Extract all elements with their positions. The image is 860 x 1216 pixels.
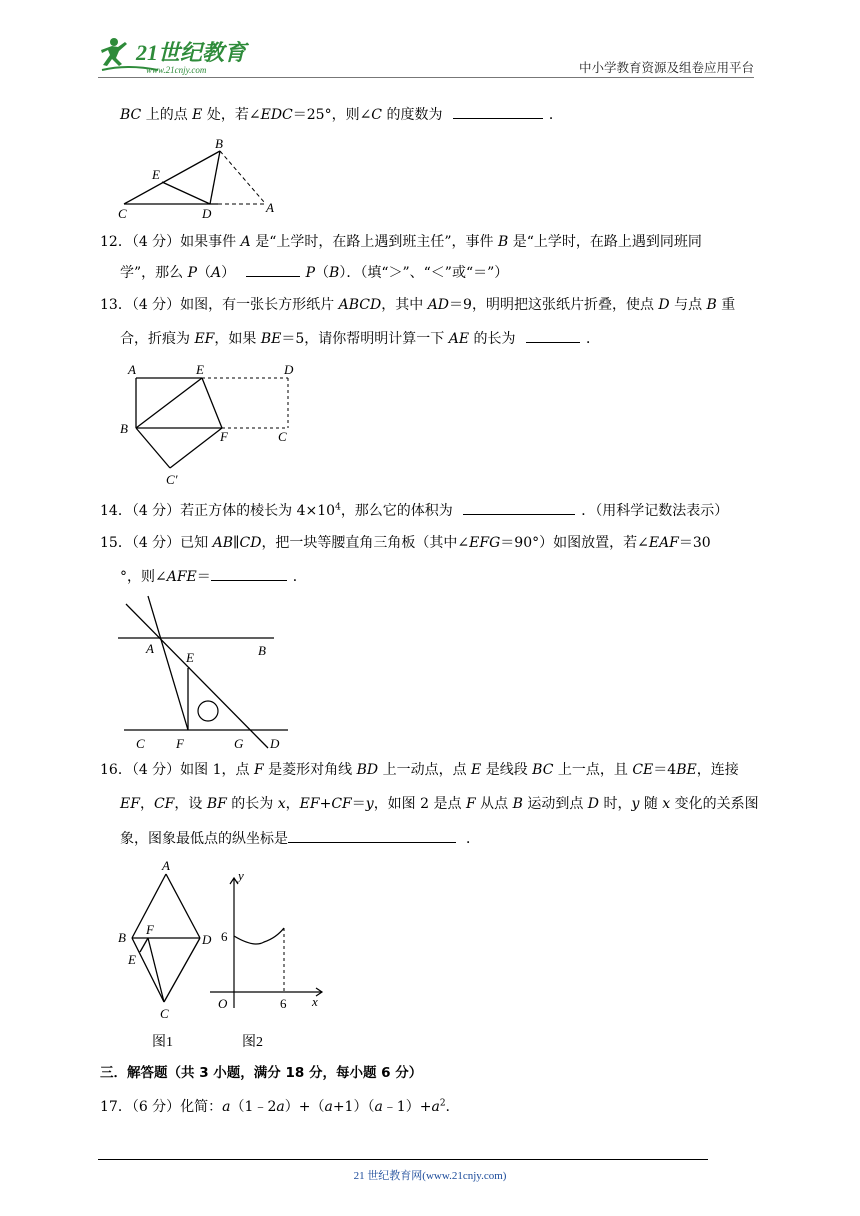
q16-var: EF: [299, 796, 320, 812]
fig2-caption: 图2: [242, 1035, 263, 1050]
q13-text: ，如果: [214, 331, 261, 347]
q13-text: 13．（4 分）如图，有一张长方形纸片: [100, 297, 339, 313]
q16-text: 上一点，且: [553, 762, 633, 778]
header-divider: [98, 77, 754, 78]
q13-var: D: [658, 297, 670, 313]
label-c: C: [278, 429, 287, 444]
q17-var: a: [431, 1099, 440, 1115]
q13-answer-blank[interactable]: [526, 328, 580, 343]
logo-url: www.21cnjy.com: [146, 65, 207, 75]
q16-text: 运动到点: [522, 796, 588, 812]
q15-var: CD: [239, 535, 262, 551]
q12-var: B: [497, 234, 509, 250]
q16-text: 从点: [475, 796, 513, 812]
site-logo: [98, 34, 268, 78]
q16-var: B: [512, 796, 523, 812]
q16-text: 随: [639, 796, 663, 812]
q16-var: BF: [206, 796, 227, 812]
q14-answer-blank[interactable]: [463, 500, 575, 515]
q16-text: ，: [285, 796, 300, 812]
q16-text: ，连接: [696, 762, 739, 778]
q17-text: ）+（: [284, 1099, 325, 1115]
logo-text: 21世纪教育: [136, 40, 247, 65]
header-platform-name: 中小学教育资源及组卷应用平台: [578, 60, 754, 75]
q15-var: AB: [212, 535, 234, 551]
q13-line2: [120, 328, 600, 349]
label-e: E: [186, 650, 194, 665]
fig1-caption: 图1: [152, 1035, 173, 1050]
fig1-label-a: A: [162, 858, 170, 873]
label-b: B: [120, 421, 128, 436]
q16-text: +: [319, 796, 332, 812]
q13-text: ，其中: [381, 297, 428, 313]
q16-var: F: [465, 796, 476, 812]
fig2-label-x6: 6: [280, 996, 287, 1011]
q17-exponent: 2: [439, 1098, 446, 1109]
q12-line1: [100, 232, 702, 252]
q16-text: 16．（4 分）如图 1，点: [100, 762, 254, 778]
label-f: F: [220, 429, 228, 444]
q16-text: ，如图 2 是点: [373, 796, 466, 812]
q15-var: EFG: [469, 535, 501, 551]
q12-var: A: [240, 234, 251, 250]
q11-answer-blank[interactable]: [453, 104, 543, 119]
q11-text: ．: [548, 107, 563, 123]
q12-text: 是“上学时，在路上遇到同班同: [508, 234, 702, 250]
q16-var: E: [471, 762, 482, 778]
label-b: B: [215, 136, 223, 151]
q16-text: 上一动点，点: [378, 762, 472, 778]
q11-figure: [112, 134, 282, 220]
fig1-label-c: C: [160, 1006, 169, 1021]
fig1-label-d: D: [202, 932, 212, 947]
q13-var: AD: [427, 297, 450, 313]
page-header: [98, 34, 754, 78]
q15-answer-blank[interactable]: [211, 566, 287, 581]
q15-figure: [112, 592, 302, 752]
q12-var: A: [211, 265, 222, 281]
footer-text: 21 世纪教育网(www.21cnjy.com): [353, 1170, 507, 1182]
q13-text: 与点: [669, 297, 707, 313]
q11-text: 的度数为: [382, 107, 443, 123]
q16-text: ，设: [174, 796, 207, 812]
q14-text: 14．（4 分）若正方体的棱长为 4×10: [100, 503, 336, 519]
q13-text: ＝9，明明把这张纸片折叠，使点: [449, 297, 659, 313]
q16-text: 是菱形对角线: [263, 762, 357, 778]
q15-line1: [100, 533, 711, 553]
q11-text: ＝25°，则∠: [292, 107, 372, 123]
q11-var: BC: [120, 107, 142, 123]
q16-var: D: [587, 796, 600, 812]
q16-var: CF: [331, 796, 352, 812]
label-g: G: [234, 736, 244, 751]
fig2-label-o: O: [218, 996, 228, 1011]
q14-text: ．（用科学记数法表示）: [581, 503, 729, 519]
q14-exponent: 4: [335, 502, 341, 513]
q15-text: ＝30: [678, 535, 711, 551]
q15-var: EAF: [648, 535, 679, 551]
q15-line2: [120, 566, 307, 587]
label-f: F: [176, 736, 184, 751]
q12-text: ）: [221, 265, 236, 281]
q17-var: a: [374, 1099, 383, 1115]
q13-var: ABCD: [338, 297, 382, 313]
q16-var: BD: [356, 762, 379, 778]
q15-text: °，则∠: [120, 569, 167, 585]
q17-var: a: [276, 1099, 285, 1115]
q13-var: B: [706, 297, 717, 313]
fig2-label-y6: 6: [221, 929, 228, 944]
q11-var: EDC: [260, 107, 293, 123]
q16-var: CE: [632, 762, 654, 778]
q17-var: a: [324, 1099, 333, 1115]
fig2-label-x: x: [312, 994, 318, 1009]
label-a: A: [146, 641, 154, 656]
q12-var: P: [305, 265, 316, 281]
label-d: D: [202, 206, 212, 220]
label-c: C: [118, 206, 127, 220]
q14-line: [100, 500, 728, 521]
q16-text: 时，: [599, 796, 632, 812]
q17-line: [100, 1097, 450, 1117]
q12-var: P: [187, 265, 198, 281]
q11-var: C: [371, 107, 383, 123]
q16-text: ，: [139, 796, 154, 812]
q17-text: 17．（6 分）化简：: [100, 1099, 223, 1115]
footer-divider: [98, 1159, 708, 1160]
q12-line2: [120, 262, 508, 283]
q15-text: ＝90°）如图放置，若∠: [500, 535, 649, 551]
q12-text: （: [197, 265, 212, 281]
q13-figure: [112, 360, 302, 492]
label-b: B: [258, 643, 266, 658]
q16-line2: [120, 794, 759, 814]
q16-text: 的长为: [226, 796, 278, 812]
q16-var: x: [277, 796, 286, 812]
q13-text: 的长为: [469, 331, 516, 347]
q12-var: B: [329, 265, 340, 281]
q11-text: 处，若∠: [202, 107, 261, 123]
label-a: A: [128, 362, 136, 377]
fig1-label-e: E: [128, 952, 136, 967]
q15-text: 15．（4 分）已知: [100, 535, 213, 551]
q12-text: 12．（4 分）如果事件: [100, 234, 241, 250]
fig2-label-y: y: [238, 868, 244, 883]
q16-var: EF: [120, 796, 140, 812]
q16-figure: [112, 856, 342, 1056]
q13-text: 合，折痕为: [120, 331, 195, 347]
q15-text: ，把一块等腰直角三角板（其中∠: [261, 535, 470, 551]
q16-text: ＝4: [653, 762, 677, 778]
fig1-label-f: F: [146, 922, 154, 937]
q16-line3: [120, 828, 480, 849]
q16-text: 变化的关系图: [670, 796, 759, 812]
q17-var: a: [222, 1099, 231, 1115]
q16-var: BE: [676, 762, 697, 778]
q12-text: 学”，那么: [120, 265, 188, 281]
q11-text: 上的点: [141, 107, 193, 123]
q13-var: AE: [448, 331, 470, 347]
q17-text: ﹣1）+: [382, 1099, 432, 1115]
q16-var: F: [253, 762, 264, 778]
q16-text: ＝: [351, 796, 366, 812]
q17-text: +1）（: [332, 1099, 375, 1115]
q16-var: BC: [532, 762, 554, 778]
q11-var: E: [192, 107, 203, 123]
q17-text: （1﹣2: [230, 1099, 277, 1115]
q13-var: EF: [194, 331, 215, 347]
q13-text: ＝5，请你帮明明计算一下: [281, 331, 449, 347]
q16-var: x: [662, 796, 671, 812]
q15-text: ∥: [233, 535, 240, 551]
q13-text: 重: [716, 297, 736, 313]
label-e: E: [196, 362, 204, 377]
section-3-heading: 三．解答题（共 3 小题，满分 18 分，每小题 6 分）: [100, 1065, 423, 1081]
label-e: E: [152, 167, 160, 182]
q14-text: ，那么它的体积为: [340, 503, 453, 519]
q12-text: （: [315, 265, 330, 281]
q16-line1: [100, 760, 739, 780]
q13-line1: [100, 295, 735, 315]
q16-var: y: [365, 796, 374, 812]
q16-text: 是线段: [481, 762, 533, 778]
q17-text: .: [445, 1099, 450, 1115]
q16-text: 象，图象最低点的纵坐标是: [120, 831, 288, 847]
fig1-label-b: B: [118, 930, 126, 945]
label-a: A: [266, 200, 274, 215]
q16-var: CF: [153, 796, 175, 812]
q12-text: ）．（填“＞”、“＜”或“＝”）: [339, 265, 509, 281]
label-d: D: [284, 362, 294, 377]
q16-var: y: [631, 796, 640, 812]
q16-text: ．: [466, 831, 480, 847]
q12-text: 是“上学时，在路上遇到班主任”，事件: [250, 234, 498, 250]
q15-var: AFE: [166, 569, 197, 585]
label-c: C: [136, 736, 145, 751]
q13-var: BE: [260, 331, 282, 347]
q11-tail-line: [120, 104, 563, 125]
label-c-prime: C′: [166, 472, 178, 487]
q16-answer-blank[interactable]: [288, 828, 456, 843]
q15-text: ．: [292, 569, 307, 585]
q12-answer-blank[interactable]: [246, 262, 300, 277]
label-d: D: [270, 736, 280, 751]
q13-text: ．: [585, 331, 600, 347]
q15-text: ＝: [196, 569, 211, 585]
